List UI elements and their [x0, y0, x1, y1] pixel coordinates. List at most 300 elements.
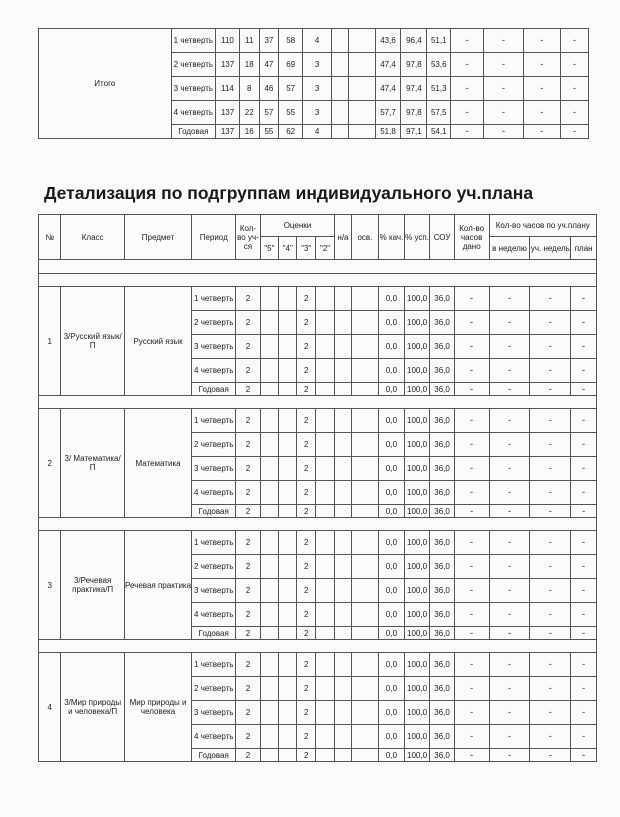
value-cell — [335, 653, 351, 677]
value-cell — [260, 311, 278, 335]
value-cell — [315, 701, 334, 725]
value-cell — [315, 311, 334, 335]
value-cell — [315, 749, 334, 762]
value-cell: 51,8 — [375, 125, 401, 139]
value-cell: 0,0 — [379, 725, 405, 749]
value-cell: 2 — [297, 627, 315, 640]
value-cell: 2 — [236, 457, 261, 481]
value-cell: 36,0 — [430, 579, 455, 603]
value-cell: - — [530, 701, 571, 725]
value-cell: 47,4 — [375, 77, 401, 101]
value-cell: 2 — [297, 457, 315, 481]
value-cell — [351, 653, 379, 677]
value-cell: - — [571, 701, 597, 725]
spacer-row — [39, 396, 597, 409]
value-cell — [279, 383, 297, 396]
value-cell: 36,0 — [430, 457, 455, 481]
value-cell: 2 — [297, 409, 315, 433]
value-cell: 114 — [216, 77, 240, 101]
value-cell — [260, 433, 278, 457]
value-cell: 100,0 — [404, 409, 430, 433]
value-cell: 137 — [216, 101, 240, 125]
spacer-cell — [39, 396, 597, 409]
value-cell — [351, 311, 379, 335]
value-cell — [260, 409, 278, 433]
value-cell: 0,0 — [379, 677, 405, 701]
value-cell: 36,0 — [430, 359, 455, 383]
value-cell: - — [571, 531, 597, 555]
value-cell: - — [454, 653, 489, 677]
value-cell: - — [454, 335, 489, 359]
value-cell: - — [489, 627, 530, 640]
value-cell: 4 — [303, 125, 332, 139]
value-cell: - — [560, 77, 588, 101]
value-cell — [279, 335, 297, 359]
value-cell — [335, 359, 351, 383]
table-row — [39, 409, 597, 433]
value-cell — [315, 579, 334, 603]
value-cell: 58 — [279, 29, 303, 53]
value-cell — [351, 603, 379, 627]
subject-cell: Математика — [124, 409, 191, 518]
period-cell: 1 четверть — [192, 531, 236, 555]
value-cell: - — [530, 505, 571, 518]
value-cell: 36,0 — [430, 749, 455, 762]
value-cell — [279, 627, 297, 640]
value-cell — [260, 627, 278, 640]
value-cell: 18 — [239, 53, 259, 77]
value-cell: - — [489, 579, 530, 603]
value-cell: - — [484, 29, 523, 53]
value-cell: 0,0 — [379, 287, 405, 311]
value-cell — [279, 749, 297, 762]
value-cell — [332, 29, 349, 53]
value-cell: 0,0 — [379, 555, 405, 579]
header-acad-weeks: уч. недель — [530, 237, 571, 260]
value-cell: - — [571, 627, 597, 640]
header-hours-plan: Кол-во часов по уч.плану — [489, 215, 596, 237]
value-cell: 22 — [239, 101, 259, 125]
class-cell: 3/Речевая практика/П — [61, 531, 124, 640]
value-cell — [335, 555, 351, 579]
value-cell — [260, 457, 278, 481]
value-cell: 0,0 — [379, 409, 405, 433]
value-cell: - — [489, 481, 530, 505]
value-cell: 100,0 — [404, 555, 430, 579]
value-cell: - — [571, 579, 597, 603]
spacer-cell — [39, 274, 597, 287]
value-cell — [260, 481, 278, 505]
value-cell: - — [530, 749, 571, 762]
value-cell: 36,0 — [430, 677, 455, 701]
value-cell: - — [489, 359, 530, 383]
value-cell — [260, 725, 278, 749]
table-row — [39, 287, 597, 311]
value-cell: 0,0 — [379, 311, 405, 335]
detail-table — [38, 214, 597, 762]
value-cell — [315, 505, 334, 518]
value-cell: 0,0 — [379, 531, 405, 555]
header-osv: осв. — [351, 215, 379, 260]
value-cell — [348, 77, 375, 101]
value-cell: 2 — [297, 311, 315, 335]
value-cell: - — [571, 725, 597, 749]
value-cell: - — [454, 701, 489, 725]
value-cell: - — [571, 481, 597, 505]
value-cell — [332, 125, 349, 139]
value-cell: - — [571, 359, 597, 383]
value-cell: 100,0 — [404, 481, 430, 505]
value-cell: 3 — [303, 77, 332, 101]
value-cell: - — [489, 725, 530, 749]
value-cell: 97,4 — [401, 77, 427, 101]
value-cell — [260, 531, 278, 555]
value-cell: 2 — [236, 359, 261, 383]
value-cell — [335, 579, 351, 603]
section-title: Детализация по подгруппам индивидуального уч.плана — [44, 183, 534, 203]
value-cell — [315, 457, 334, 481]
value-cell: 2 — [297, 579, 315, 603]
value-cell — [335, 627, 351, 640]
value-cell — [351, 701, 379, 725]
value-cell — [335, 335, 351, 359]
value-cell: 2 — [236, 701, 261, 725]
spacer-row — [39, 640, 597, 653]
value-cell — [315, 481, 334, 505]
value-cell: - — [530, 383, 571, 396]
period-cell: Годовая — [192, 505, 236, 518]
header-sou: СОУ — [430, 215, 455, 260]
value-cell: - — [530, 603, 571, 627]
value-cell: 47,4 — [375, 53, 401, 77]
value-cell: 57 — [279, 77, 303, 101]
row-number-cell: 4 — [39, 653, 61, 762]
value-cell — [279, 409, 297, 433]
value-cell: 36,0 — [430, 701, 455, 725]
value-cell: 2 — [297, 335, 315, 359]
value-cell: 2 — [297, 505, 315, 518]
period-cell: 3 четверть — [192, 579, 236, 603]
value-cell: - — [560, 29, 588, 53]
value-cell: 2 — [236, 531, 261, 555]
period-cell: 1 четверть — [192, 653, 236, 677]
class-cell: 3/Мир природы и человека/П — [61, 653, 124, 762]
value-cell: 57 — [259, 101, 279, 125]
value-cell: 100,0 — [404, 359, 430, 383]
value-cell: 2 — [297, 749, 315, 762]
value-cell — [279, 505, 297, 518]
value-cell: 46 — [259, 77, 279, 101]
value-cell: - — [454, 433, 489, 457]
value-cell — [332, 53, 349, 77]
value-cell — [315, 531, 334, 555]
header-num: № — [39, 215, 61, 260]
value-cell — [279, 531, 297, 555]
value-cell: - — [571, 653, 597, 677]
value-cell: - — [489, 555, 530, 579]
value-cell — [348, 53, 375, 77]
value-cell: 2 — [297, 701, 315, 725]
value-cell: - — [451, 77, 484, 101]
value-cell: - — [454, 359, 489, 383]
value-cell — [279, 433, 297, 457]
value-cell: 36,0 — [430, 653, 455, 677]
spacer-row — [39, 518, 597, 531]
value-cell: 36,0 — [430, 311, 455, 335]
value-cell: - — [454, 579, 489, 603]
value-cell: 36,0 — [430, 287, 455, 311]
spacer-cell — [39, 518, 597, 531]
value-cell: 2 — [236, 555, 261, 579]
value-cell: - — [489, 433, 530, 457]
header-plan: план — [571, 237, 597, 260]
value-cell: - — [489, 457, 530, 481]
value-cell: - — [489, 603, 530, 627]
value-cell: - — [560, 53, 588, 77]
value-cell: 2 — [236, 287, 261, 311]
value-cell — [260, 701, 278, 725]
header-grade-4: "4" — [279, 237, 297, 260]
value-cell: 2 — [236, 579, 261, 603]
value-cell — [279, 311, 297, 335]
subject-cell: Речевая практика — [124, 531, 191, 640]
value-cell: - — [451, 101, 484, 125]
value-cell: 2 — [297, 603, 315, 627]
value-cell: 100,0 — [404, 627, 430, 640]
value-cell: 36,0 — [430, 725, 455, 749]
value-cell: 2 — [236, 311, 261, 335]
value-cell — [332, 77, 349, 101]
value-cell: - — [530, 627, 571, 640]
value-cell: 2 — [236, 677, 261, 701]
header-pct-quality: % кач. — [379, 215, 405, 260]
value-cell — [351, 555, 379, 579]
value-cell: - — [571, 555, 597, 579]
value-cell: 2 — [297, 433, 315, 457]
value-cell: - — [451, 29, 484, 53]
value-cell: 36,0 — [430, 555, 455, 579]
table-row — [39, 653, 597, 677]
value-cell: 0,0 — [379, 481, 405, 505]
value-cell: 97,8 — [401, 101, 427, 125]
value-cell: 36,0 — [430, 433, 455, 457]
value-cell: - — [560, 101, 588, 125]
period-cell: 1 четверть — [192, 409, 236, 433]
value-cell — [279, 287, 297, 311]
value-cell: - — [489, 335, 530, 359]
value-cell: 100,0 — [404, 433, 430, 457]
value-cell: 0,0 — [379, 359, 405, 383]
value-cell: 57,7 — [375, 101, 401, 125]
value-cell — [260, 749, 278, 762]
value-cell: - — [454, 481, 489, 505]
value-cell — [335, 433, 351, 457]
period-cell: 2 четверть — [192, 677, 236, 701]
header-na: н/а — [335, 215, 351, 260]
value-cell: - — [530, 311, 571, 335]
value-cell: - — [484, 125, 523, 139]
value-cell — [279, 653, 297, 677]
value-cell: 2 — [297, 359, 315, 383]
header-subject: Предмет — [124, 215, 191, 260]
value-cell: 2 — [297, 555, 315, 579]
value-cell: - — [571, 749, 597, 762]
value-cell — [315, 433, 334, 457]
value-cell: 0,0 — [379, 603, 405, 627]
value-cell: 36,0 — [430, 603, 455, 627]
value-cell — [315, 359, 334, 383]
value-cell: 36,0 — [430, 383, 455, 396]
value-cell: - — [560, 125, 588, 139]
value-cell: - — [489, 701, 530, 725]
period-cell: Годовая — [192, 383, 236, 396]
value-cell: - — [523, 125, 560, 139]
value-cell: 100,0 — [404, 603, 430, 627]
value-cell — [335, 457, 351, 481]
value-cell — [335, 383, 351, 396]
period-cell: 1 четверть — [171, 29, 216, 53]
value-cell — [351, 677, 379, 701]
value-cell: - — [454, 311, 489, 335]
value-cell: 3 — [303, 101, 332, 125]
value-cell: - — [571, 311, 597, 335]
value-cell: - — [530, 653, 571, 677]
value-cell — [315, 653, 334, 677]
value-cell — [260, 555, 278, 579]
value-cell — [315, 627, 334, 640]
value-cell — [351, 579, 379, 603]
value-cell: 69 — [279, 53, 303, 77]
value-cell: 16 — [239, 125, 259, 139]
value-cell — [332, 101, 349, 125]
value-cell: - — [454, 287, 489, 311]
value-cell: 0,0 — [379, 701, 405, 725]
value-cell — [351, 287, 379, 311]
value-cell — [351, 505, 379, 518]
period-cell: 2 четверть — [171, 53, 216, 77]
value-cell: 57,5 — [427, 101, 451, 125]
value-cell — [279, 579, 297, 603]
value-cell: 100,0 — [404, 749, 430, 762]
value-cell — [279, 603, 297, 627]
period-cell: 3 четверть — [171, 77, 216, 101]
value-cell — [315, 287, 334, 311]
header-grade-2: "2" — [315, 237, 334, 260]
value-cell: 54,1 — [427, 125, 451, 139]
value-cell: 0,0 — [379, 383, 405, 396]
value-cell — [260, 287, 278, 311]
value-cell — [315, 555, 334, 579]
value-cell: - — [530, 677, 571, 701]
row-number-cell: 1 — [39, 287, 61, 396]
value-cell: 100,0 — [404, 287, 430, 311]
value-cell — [260, 335, 278, 359]
value-cell: 97,1 — [401, 125, 427, 139]
value-cell: 36,0 — [430, 505, 455, 518]
value-cell: - — [489, 677, 530, 701]
header-grades: Оценки — [260, 215, 335, 237]
value-cell: - — [530, 433, 571, 457]
value-cell: - — [571, 603, 597, 627]
value-cell — [260, 603, 278, 627]
value-cell — [348, 29, 375, 53]
value-cell: 2 — [297, 677, 315, 701]
value-cell: - — [571, 677, 597, 701]
value-cell — [351, 457, 379, 481]
value-cell: - — [454, 531, 489, 555]
value-cell — [351, 359, 379, 383]
header-pct-success: % усп. — [404, 215, 430, 260]
value-cell: - — [484, 77, 523, 101]
value-cell: - — [530, 725, 571, 749]
value-cell — [260, 505, 278, 518]
value-cell — [335, 287, 351, 311]
value-cell — [279, 457, 297, 481]
header-count: Кол-во уч-ся — [236, 215, 261, 260]
value-cell: 55 — [259, 125, 279, 139]
value-cell: - — [454, 603, 489, 627]
period-cell: 3 четверть — [192, 457, 236, 481]
period-cell: 2 четверть — [192, 555, 236, 579]
value-cell: - — [454, 505, 489, 518]
value-cell: - — [489, 311, 530, 335]
value-cell: 110 — [216, 29, 240, 53]
value-cell — [351, 335, 379, 359]
period-cell: 4 четверть — [192, 481, 236, 505]
value-cell: 36,0 — [430, 627, 455, 640]
value-cell — [335, 481, 351, 505]
value-cell: - — [530, 335, 571, 359]
value-cell: - — [454, 749, 489, 762]
value-cell: - — [530, 287, 571, 311]
value-cell — [279, 555, 297, 579]
group-label-cell: Итого — [39, 29, 172, 139]
value-cell: - — [530, 457, 571, 481]
value-cell: - — [454, 627, 489, 640]
header-grade-5: "5" — [260, 237, 278, 260]
value-cell — [348, 101, 375, 125]
value-cell: 36,0 — [430, 531, 455, 555]
value-cell: - — [451, 53, 484, 77]
value-cell: 51,3 — [427, 77, 451, 101]
value-cell — [279, 725, 297, 749]
value-cell: 2 — [297, 531, 315, 555]
value-cell: 100,0 — [404, 701, 430, 725]
row-number-cell: 3 — [39, 531, 61, 640]
value-cell: 100,0 — [404, 653, 430, 677]
value-cell: - — [530, 579, 571, 603]
value-cell — [315, 677, 334, 701]
value-cell: - — [454, 555, 489, 579]
summary-table — [38, 28, 589, 139]
value-cell — [279, 481, 297, 505]
value-cell: 8 — [239, 77, 259, 101]
value-cell: - — [571, 505, 597, 518]
value-cell: 2 — [236, 383, 261, 396]
period-cell: Годовая — [192, 627, 236, 640]
value-cell: 36,0 — [430, 481, 455, 505]
value-cell — [348, 125, 375, 139]
value-cell: - — [489, 749, 530, 762]
value-cell — [260, 677, 278, 701]
period-cell: 4 четверть — [171, 101, 216, 125]
value-cell: 100,0 — [404, 335, 430, 359]
header-per-week: в неделю — [489, 237, 530, 260]
value-cell: - — [530, 531, 571, 555]
value-cell — [335, 701, 351, 725]
value-cell: - — [530, 481, 571, 505]
value-cell: 100,0 — [404, 725, 430, 749]
